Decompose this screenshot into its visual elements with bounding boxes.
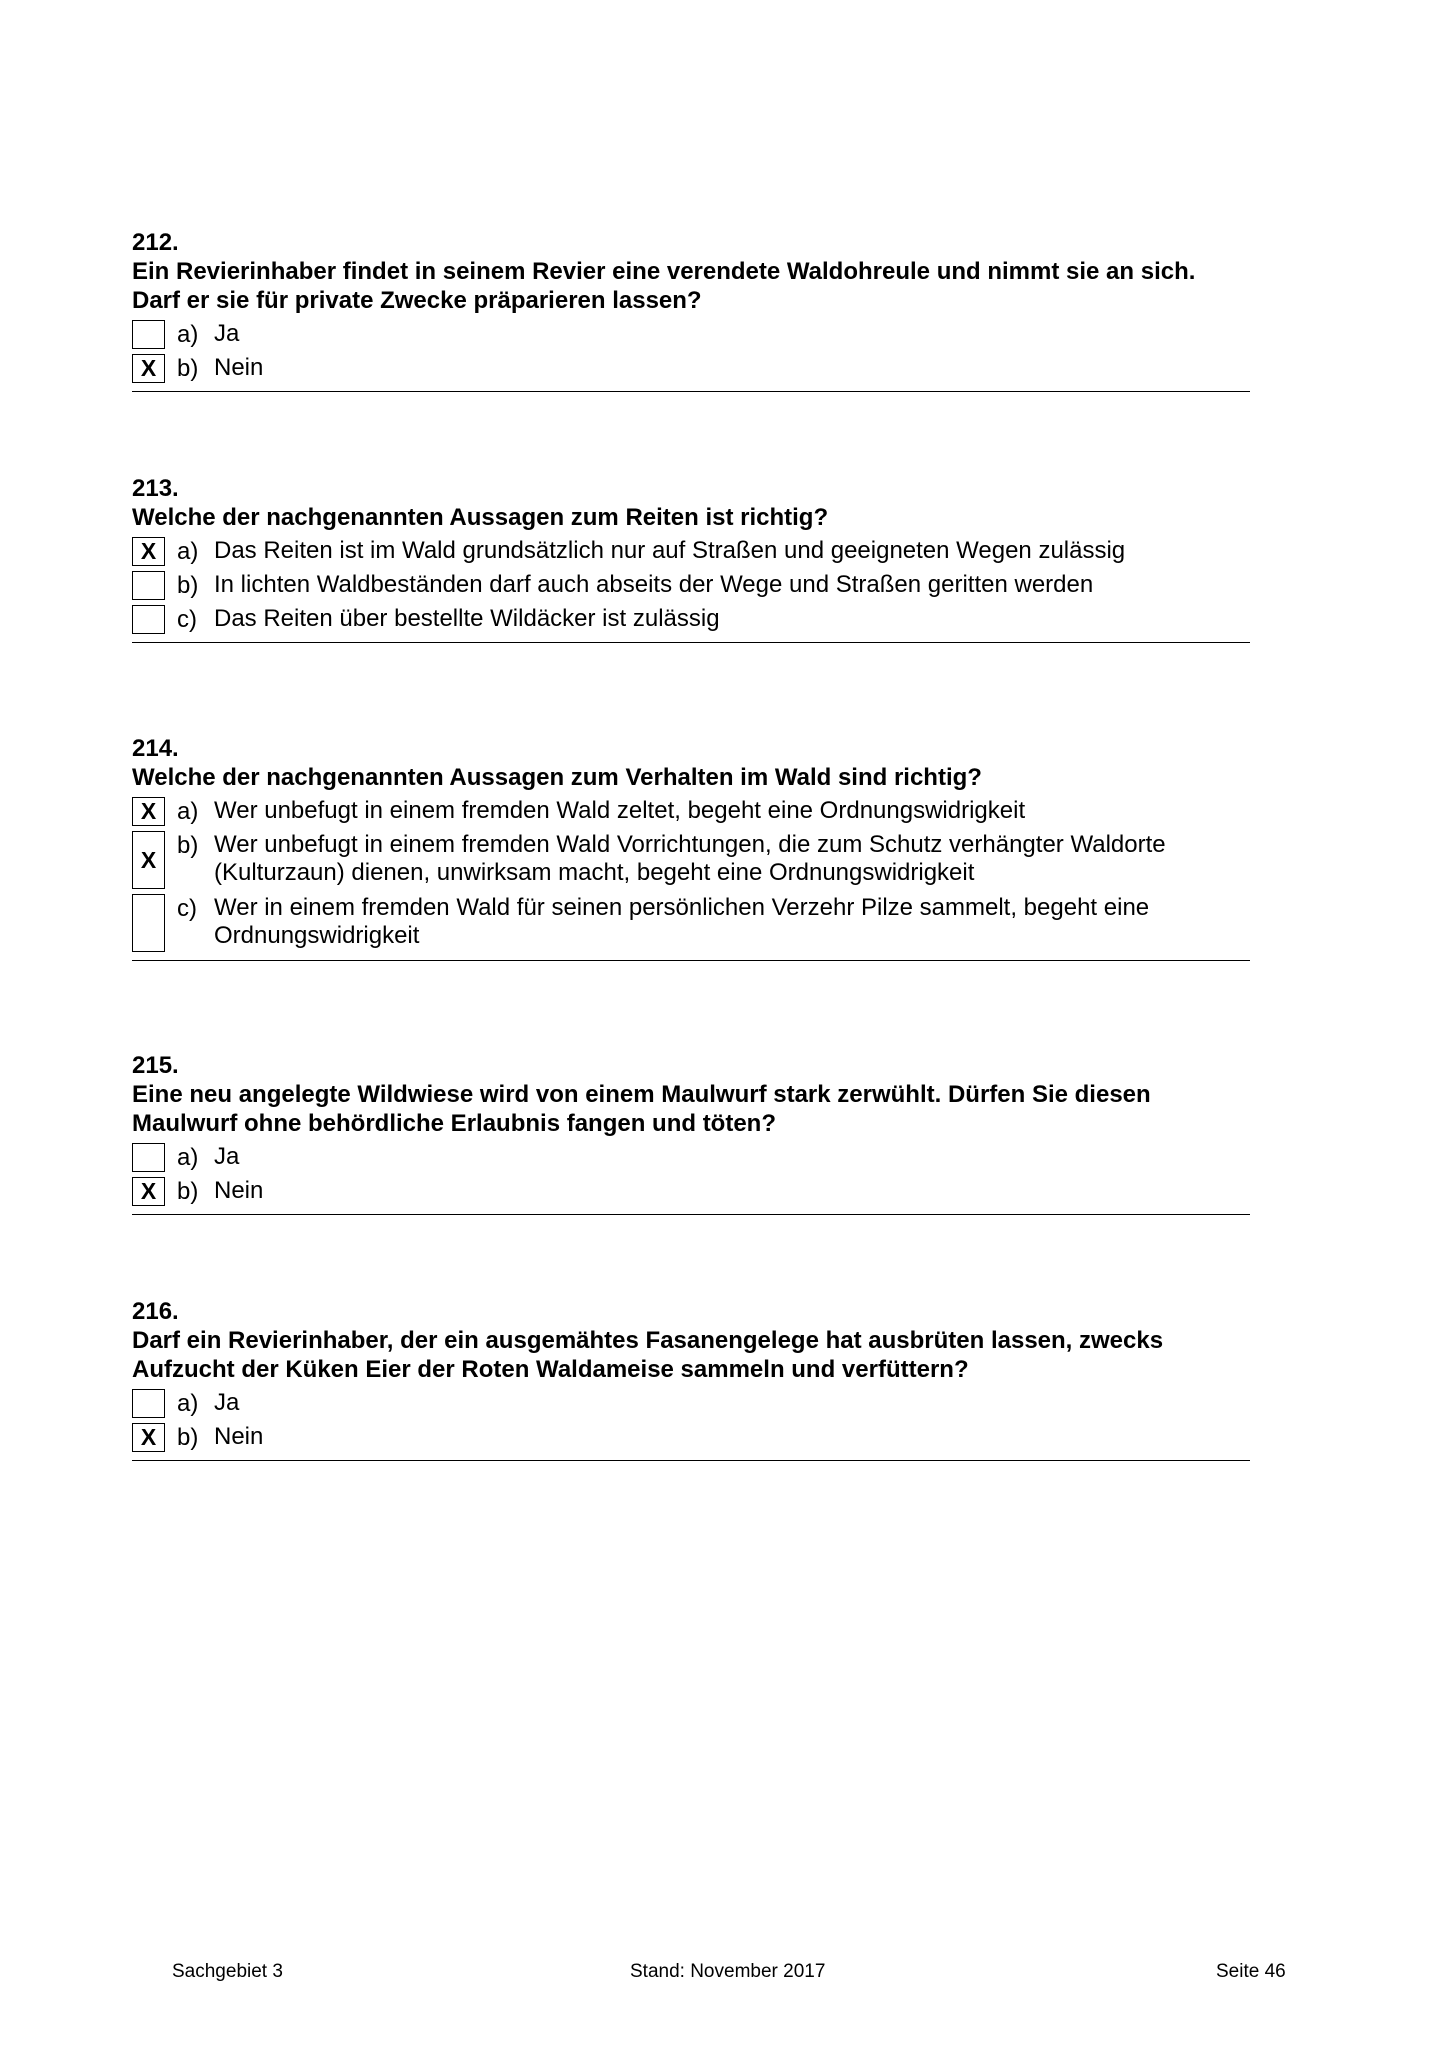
answer-text: Das Reiten über bestellte Wildäcker ist zulässig bbox=[214, 605, 720, 632]
answer-text: Wer in einem fremden Wald für seinen persönlichen Verzehr Pilze sammelt, begeht eine Ordnungswidrigkeit bbox=[214, 894, 1150, 949]
footer-center: Stand: November 2017 bbox=[630, 1961, 826, 1982]
question-text: Ein Revierinhaber findet in seinem Revier eine verendete Waldohreule und nimmt sie an sich. Darf er sie für private Zwecke präparieren lassen? bbox=[132, 258, 1196, 314]
question-212 bbox=[132, 228, 1250, 392]
answer-text: Nein bbox=[214, 354, 264, 381]
question-216 bbox=[132, 1297, 1250, 1461]
answer-letter: a) bbox=[177, 538, 199, 565]
answer-text: Nein bbox=[214, 1177, 264, 1204]
answer-option bbox=[132, 1143, 1250, 1172]
answer-option bbox=[132, 354, 1250, 383]
answer-letter: b) bbox=[177, 1178, 199, 1205]
answer-letter: a) bbox=[177, 321, 199, 348]
question-text: Welche der nachgenannten Aussagen zum Reiten ist richtig? bbox=[132, 504, 829, 531]
answer-options bbox=[132, 1143, 1250, 1206]
answer-letter: b) bbox=[177, 832, 199, 859]
question-divider bbox=[132, 1460, 1250, 1461]
question-number: 216. bbox=[132, 1298, 179, 1325]
answer-option bbox=[132, 797, 1250, 826]
answer-letter: b) bbox=[177, 572, 199, 599]
answer-letter: c) bbox=[177, 895, 197, 922]
question-text: Eine neu angelegte Wildwiese wird von einem Maulwurf stark zerwühlt. Dürfen Sie diesen Maulwurf ohne behördliche Erlaubnis fangen und töten? bbox=[132, 1081, 1151, 1137]
answer-checkbox[interactable]: X bbox=[132, 537, 165, 566]
answer-text: In lichten Waldbeständen darf auch abseits der Wege und Straßen geritten werden bbox=[214, 571, 1094, 598]
footer-page-number: Seite 46 bbox=[1216, 1961, 1286, 1982]
question-text: Darf ein Revierinhaber, der ein ausgemähtes Fasanengelege hat ausbrüten lassen, zwecks Aufzucht der Küken Eier der Roten Waldameise sammeln und verfüttern? bbox=[132, 1327, 1164, 1383]
answer-option bbox=[132, 571, 1250, 600]
answer-letter: b) bbox=[177, 355, 199, 382]
answer-checkbox[interactable]: X bbox=[132, 797, 165, 826]
question-divider bbox=[132, 642, 1250, 643]
answer-letter: a) bbox=[177, 1390, 199, 1417]
question-text: Welche der nachgenannten Aussagen zum Verhalten im Wald sind richtig? bbox=[132, 764, 982, 791]
answer-letter: a) bbox=[177, 798, 199, 825]
question-213 bbox=[132, 474, 1250, 643]
answer-checkbox[interactable]: X bbox=[132, 1423, 165, 1452]
answer-checkbox[interactable] bbox=[132, 1389, 165, 1418]
question-215 bbox=[132, 1051, 1250, 1215]
answer-option bbox=[132, 831, 1250, 889]
question-divider bbox=[132, 960, 1250, 961]
answer-option bbox=[132, 605, 1250, 634]
answer-options bbox=[132, 537, 1250, 634]
question-number: 214. bbox=[132, 735, 179, 762]
answer-checkbox[interactable] bbox=[132, 605, 165, 634]
answer-letter: b) bbox=[177, 1424, 199, 1451]
answer-text: Ja bbox=[214, 1143, 240, 1170]
question-divider bbox=[132, 391, 1250, 392]
answer-checkbox[interactable] bbox=[132, 1143, 165, 1172]
answer-options bbox=[132, 1389, 1250, 1452]
answer-checkbox[interactable]: X bbox=[132, 831, 165, 889]
answer-text: Wer unbefugt in einem fremden Wald zeltet, begeht eine Ordnungswidrigkeit bbox=[214, 797, 1026, 824]
answer-letter: c) bbox=[177, 606, 197, 633]
answer-text: Nein bbox=[214, 1423, 264, 1450]
answer-option bbox=[132, 1423, 1250, 1452]
question-number: 215. bbox=[132, 1052, 179, 1079]
answer-option bbox=[132, 1389, 1250, 1418]
answer-option bbox=[132, 894, 1250, 952]
question-number: 213. bbox=[132, 475, 179, 502]
answer-checkbox[interactable] bbox=[132, 571, 165, 600]
answer-options bbox=[132, 320, 1250, 383]
answer-option bbox=[132, 537, 1250, 566]
answer-checkbox[interactable] bbox=[132, 320, 165, 349]
answer-option bbox=[132, 1177, 1250, 1206]
answer-letter: a) bbox=[177, 1144, 199, 1171]
question-214 bbox=[132, 734, 1250, 961]
answer-text: Ja bbox=[214, 320, 240, 347]
answer-text: Das Reiten ist im Wald grundsätzlich nur auf Straßen und geeigneten Wegen zulässig bbox=[214, 537, 1126, 564]
footer-left: Sachgebiet 3 bbox=[172, 1961, 283, 1982]
answer-option bbox=[132, 320, 1250, 349]
answer-text: Ja bbox=[214, 1389, 240, 1416]
question-divider bbox=[132, 1214, 1250, 1215]
answer-options bbox=[132, 797, 1250, 952]
answer-checkbox[interactable]: X bbox=[132, 1177, 165, 1206]
answer-checkbox[interactable]: X bbox=[132, 354, 165, 383]
question-number: 212. bbox=[132, 229, 179, 256]
answer-text: Wer unbefugt in einem fremden Wald Vorrichtungen, die zum Schutz verhängter Waldorte (Kulturzaun) dienen, unwirksam macht, begeht eine Ordnungswidrigkeit bbox=[214, 831, 1166, 886]
answer-checkbox[interactable] bbox=[132, 894, 165, 952]
